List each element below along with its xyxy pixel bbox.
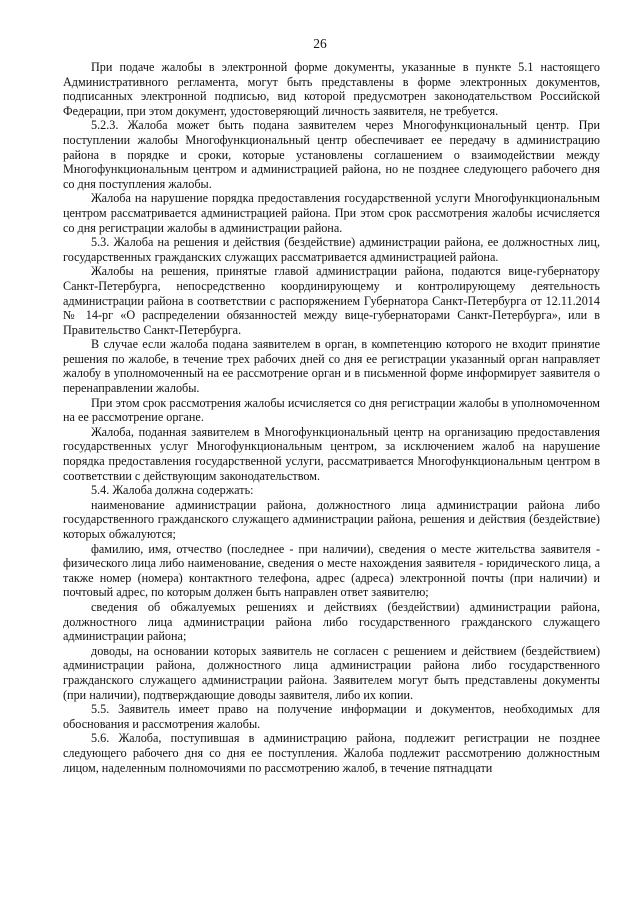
list-item-authority-name: наименование администрации района, должностного лица администрации района либо государственного гражданского служащего администрации района, решения и действия (бездействие) которых обжалуются;: [63, 497, 600, 541]
paragraph-electronic-complaint: При подаче жалобы в электронной форме документы, указанные в пункте 5.1 настоящего Административного регламента, могут быть представлены в форме электронных документов, подписанных электронной подписью, вид которой предусмотрен законодательством Российской Федерации, при этом документ, удостоверяющий личность заявителя, не требуется.: [63, 60, 600, 118]
paragraph-5-3: 5.3. Жалоба на решения и действия (бездействие) администрации района, ее должностных лиц, государственных гражданских служащих рассматривается администрацией района.: [63, 235, 600, 264]
paragraph-5-2-3: 5.2.3. Жалоба может быть подана заявителем через Многофункциональный центр. При поступлении жалобы Многофункциональный центр обеспечивает ее передачу в администрацию района в порядке и сроки, которые установлены соглашением о взаимодействии между Многофункциональным центром и администрацией района, но не позднее следующего рабочего дня со дня поступления жалобы.: [63, 118, 600, 191]
paragraph-5-5: 5.5. Заявитель имеет право на получение информации и документов, необходимых для обоснования и рассмотрения жалобы.: [63, 702, 600, 731]
document-body: [63, 60, 600, 775]
paragraph-wrong-authority: В случае если жалоба подана заявителем в орган, в компетенцию которого не входит принятие решения по жалобе, в течение трех рабочих дней со дня ее регистрации указанный орган направляет жалобу в уполномоченный на ее рассмотрение орган и в письменной форме информирует заявителя о перенаправлении жалобы.: [63, 337, 600, 396]
paragraph-5-4: 5.4. Жалоба должна содержать:: [91, 483, 254, 498]
list-item-applicant-details: фамилию, имя, отчество (последнее - при наличии), сведения о месте жительства заявителя - физического лица либо наименование, сведения о месте нахождения заявителя - юридического лица, а также номер (номера) контактного телефона, адрес (адреса) электронной почты (при наличии) и почтовый адрес, по которым должен быть направлен ответ заявителю;: [63, 541, 600, 600]
paragraph-review-period: При этом срок рассмотрения жалобы исчисляется со дня регистрации жалобы в уполномоченном на ее рассмотрение органе.: [63, 395, 600, 425]
paragraph-5-6: 5.6. Жалоба, поступившая в администрацию района, подлежит регистрации не позднее следующего рабочего дня со дня ее поступления. Жалоба подлежит рассмотрению должностным лицом, наделенным полномочиями по рассмотрению жалоб, в течение пятнадцати: [63, 731, 600, 775]
paragraph-mfc-complaint: Жалоба на нарушение порядка предоставления государственной услуги Многофункциональным центром рассматривается администрацией района. При этом срок рассмотрения жалобы исчисляется со дня регистрации жалобы в администрации района.: [63, 191, 600, 235]
paragraph-head-decisions: Жалобы на решения, принятые главой администрации района, подаются вице-губернатору Санкт-Петербурга, непосредственно координирующему и контролирующему деятельность администрации района в соответствии с распоряжением Губернатора Санкт-Петербурга от 12.11.2014 № 14-рг «О распределении обязанностей между вице-губернаторами Санкт-Петербурга», или в Правительство Санкт-Петербурга.: [63, 264, 600, 337]
paragraph-mfc-organization: Жалоба, поданная заявителем в Многофункциональный центр на организацию предоставления государственных услуг Многофункциональным центром, за исключением жалоб на нарушение порядка предоставления государственной услуги, рассматривается Многофункциональным центром в соответствии с действующим законодательством.: [63, 424, 600, 483]
page-number: 26: [313, 36, 327, 51]
list-item-appealed-decisions: сведения об обжалуемых решениях и действиях (бездействии) администрации района, должностного лица администрации района либо государственного гражданского служащего администрации района;: [63, 599, 600, 644]
list-item-arguments: доводы, на основании которых заявитель не согласен с решением и действием (бездействием) администрации района, должностного лица администрации района либо государственного гражданского служащего администрации района. Заявителем могут быть представлены документы (при наличии), подтверждающие доводы заявителя, либо их копии.: [63, 643, 600, 702]
